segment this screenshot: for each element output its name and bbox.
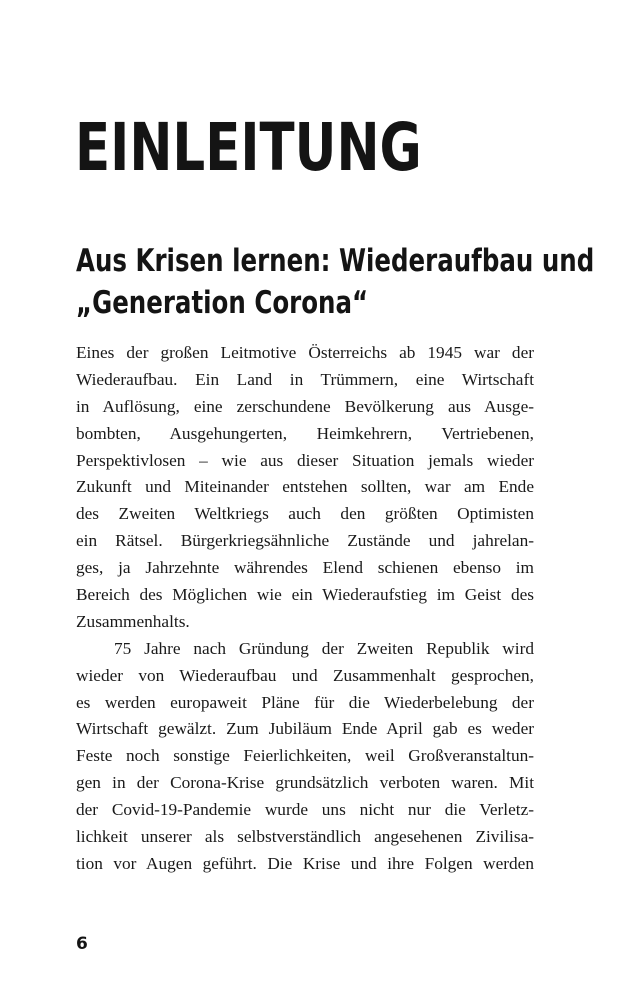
paragraph [76,636,534,878]
section-heading-line: Aus Krisen lernen: Wiederaufbau und [76,243,595,279]
text-line: ges, ja Jahrzehnte währendes Elend schienen ebenso im [76,558,534,578]
text-line: bombten, Ausgehungerten, Heimkehrern, Vertriebenen, [76,423,534,443]
text-line: der Covid-19-Pandemie wurde uns nicht nur die Verletz- [76,800,534,820]
text-line: Wirtschaft gewälzt. Zum Jubiläum Ende April gab es weder [76,719,534,739]
text-line: Feste noch sonstige Feierlichkeiten, weil Großveranstaltun- [76,746,534,766]
text-line: 75 Jahre nach Gründung der Zweiten Republik wird [114,638,534,658]
text-line: es werden europaweit Pläne für die Wiederbelebung der [76,692,534,712]
section-heading-line: „Generation Corona“ [76,285,369,321]
text-line: Eines der großen Leitmotive Österreichs ab 1945 war der [76,343,534,362]
text-line: tion vor Augen geführt. Die Krise und ihre Folgen werden [76,853,534,873]
text-line: Perspektivlosen – wie aus dieser Situation jemals wieder [76,450,534,470]
text-line: Bereich des Möglichen wie ein Wiederaufstieg im Geist des [76,585,534,605]
page-number: 6 [76,934,88,954]
paragraph [76,340,534,636]
text-line: Zukunft und Miteinander entstehen sollten, war am Ende [76,477,534,497]
text-line: Wiederaufbau. Ein Land in Trümmern, eine Wirtschaft [76,369,534,389]
section-heading [76,240,595,324]
text-line: Zusammenhalts. [76,611,190,631]
text-line: ein Rätsel. Bürgerkriegsähnliche Zustände und jahrelan- [76,531,534,551]
text-line: des Zweiten Weltkriegs auch den größten Optimisten [76,504,534,524]
chapter-title: EINLEITUNG [75,109,422,186]
text-line: lichkeit unserer als selbstverständlich angesehenen Zivilisa- [76,827,534,847]
body-text [76,340,534,878]
text-line: gen in der Corona-Krise grundsätzlich verboten waren. Mit [76,773,534,793]
text-line: in Auflösung, eine zerschundene Bevölkerung aus Ausge- [76,396,534,416]
text-line: wieder von Wiederaufbau und Zusammenhalt gesprochen, [76,665,534,685]
